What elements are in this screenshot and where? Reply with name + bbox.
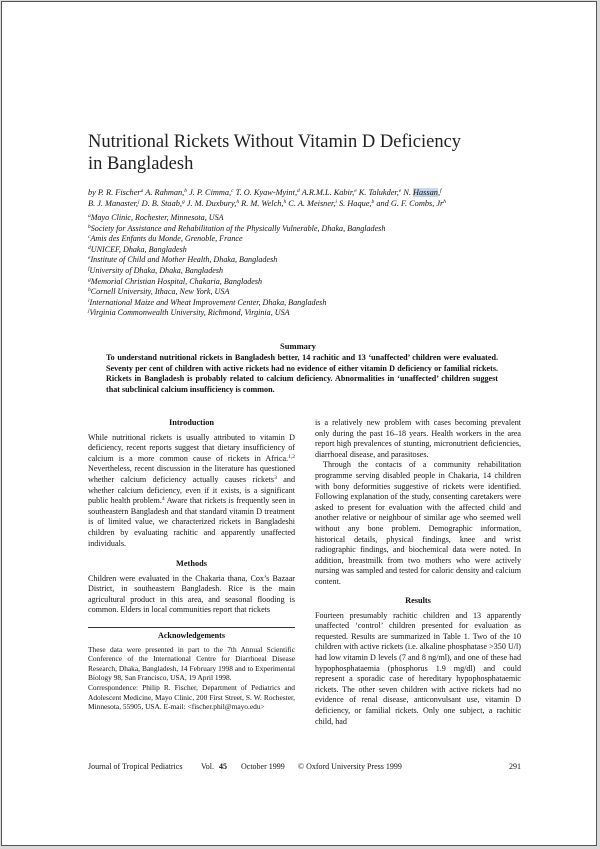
volume-label: Vol.	[201, 762, 214, 771]
results-section	[315, 596, 521, 727]
journal-name: Journal of Tropical Pediatrics	[88, 762, 183, 771]
acknowledgements-paragraph-1: These data were presented in part to the 7th Annual Scientific Conference of the International Centre for Diarrhoeal Disease Research, Dhaka, Bangladesh, 14 February 1998 and to Experimental Biology 98, San Francisco, USA, 19 April 1998.	[88, 644, 295, 683]
volume-number: 45	[219, 762, 227, 771]
affiliation: $^c$Amis des Enfants du Monde, Grenoble, France	[88, 234, 243, 244]
acknowledgements-paragraph-2: Correspondence: Philip R. Fischer, Department of Pediatrics and Adolescent Medicine, Mayo Clinic, 200 First Street, S. W. Rochester, Minnesota, 55905, USA. E-mail: <fischer.phil@mayo.edu>	[88, 682, 295, 712]
introduction-section	[88, 418, 295, 549]
affiliation-list	[88, 213, 508, 319]
copyright-notice: © Oxford University Press 1999	[298, 762, 402, 771]
methods-paragraph-2: is a relatively new problem with cases becoming prevalent only during the past 16–18 years. Health workers in the area report high prevalences of stunting, micronutrient deficiencies, diarrhoeal disease, and parasitoses.	[315, 418, 521, 459]
methods-continued	[315, 418, 521, 588]
paper-page	[1, 1, 597, 846]
summary-heading: Summary	[280, 341, 316, 351]
author-list	[88, 188, 508, 209]
methods-heading: Methods	[176, 559, 207, 568]
title-line-1: Nutritional Rickets Without Vitamin D Deficiency	[88, 132, 462, 152]
results-heading: Results	[405, 596, 431, 605]
acknowledgements-rule	[88, 627, 295, 628]
methods-section	[88, 559, 295, 616]
author-line-1: by P. R. Fischer$^a$ A. Rahman,$^b$ J. P. Cimma,$^c$ T. O. Kyaw-Myint,$^d$ A.R.M.L. Kabir,$^e$ K. Talukder,$^e$ N. Hassan,$^f$	[88, 188, 442, 197]
summary-text: To understand nutritional rickets in Bangladesh better, 14 rachitic and 13 ‘unaffected’ children were evaluated. Seventy per cent of children with active rickets had no evidence of either vitamin D deficiency or familial rickets. Rickets in Bangladesh is probably related to calcium deficiency. Abnormalities in ‘unaffected’ children suggest that subclinical calcium insufficiency is common.	[106, 353, 498, 394]
affiliation: $^g$Memorial Christian Hospital, Chakaria, Bangladesh	[88, 276, 263, 286]
acknowledgements-section	[88, 631, 295, 712]
affiliation: $^f$University of Dhaka, Dhaka, Bangladesh	[88, 265, 224, 275]
page-number: 291	[509, 762, 521, 771]
issue-date: October 1999	[241, 762, 285, 771]
affiliation: $^b$Society for Assistance and Rehabilitation of the Physically Vulnerable, Dhaka, Bangladesh	[88, 223, 386, 233]
introduction-paragraph: While nutritional rickets is usually attributed to vitamin D deficiency, recent reports suggest that dietary insufficiency of calcium is a more common cause of rickets in Africa.$^{1,2}$ Nevertheless, recent discussion in the literature has questioned whether calcium deficiency actually causes rickets$^3$ and whether calcium deficiency, even if it exists, is a significant public health problem.$^4$ Aware that rickets is frequently seen in southeastern Bangladesh and that standard vitamin D treatment is of limited value, we characterized rickets in Bangladeshi children by evaluating rachitic and apparently unaffected individuals.	[88, 432, 295, 548]
paper-title	[88, 131, 528, 175]
affiliation: $^h$Cornell University, Ithaca, New York, USA	[88, 287, 230, 297]
affiliation: $^d$UNICEF, Dhaka, Bangladesh	[88, 244, 187, 254]
affiliation: $^e$Institute of Child and Mother Health, Dhaka, Bangladesh	[88, 255, 278, 265]
methods-paragraph-1: Children were evaluated in the Chakaria thana, Cox’s Bazaar District, in southeastern Bangladesh. Rice is the main agricultural product in this area, and seasonal flooding is common. Elders in local communities report that rickets	[88, 573, 295, 615]
highlighted-author[interactable]: Hassan	[413, 188, 438, 197]
affiliation: $^j$Virginia Commonwealth University, Richmond, Virginia, USA	[88, 308, 290, 318]
affiliation: $^a$Mayo Clinic, Rochester, Minnesota, USA	[88, 213, 224, 222]
title-line-2: in Bangladesh	[88, 154, 194, 174]
introduction-heading: Introduction	[168, 418, 215, 427]
affiliation: $^i$International Maize and Wheat Improvement Center, Dhaka, Bangladesh	[88, 297, 327, 307]
author-line-2: B. J. Manaster,$^j$ D. B. Staab,$^g$ J. M. Duxbury,$^h$ R. M. Welch,$^h$ C. A. Meisner,$^i$ S. Haque,$^b$ and G. F. Combs, Jr$^h$	[88, 198, 447, 208]
acknowledgements-heading: Acknowledgements	[158, 631, 225, 640]
results-paragraph-1: Fourteen presumably rachitic children and 13 apparently unaffected ‘control’ children presented for evaluation as requested. Results are summarized in Table 1. Two of the 10 children with active rickets (i.e. alkaline phosphatase >350 U/l) had low vitamin D levels (7 and 8 ng/ml), and one of these had hypophosphataemia (phosphorus 1.9 mg/dl) and could represent a sporadic case of hereditary hypophosphataemic rickets. The other seven children with active rickets had no evidence of renal disease, anticonvulsant use, vitamin D deficiency, or familial rickets. Only one subject, a rachitic child, had	[315, 610, 521, 726]
methods-paragraph-3: Through the contacts of a community rehabilitation programme serving disabled people in Chakaria, 14 children with bony deformities suggestive of rickets were identified. Following explanation of the study, consenting caretakers were asked to present for evaluation with the affected child and another relative or neighbour of similar age who seemed well without any bone problem. Demographic information, historical details, physical findings, knee and wrist radiographic findings, and biochemical data were noted. In addition, breastmilk from two mothers who were actively nursing was sampled and tested for caloric density and calcium content.	[315, 460, 521, 586]
